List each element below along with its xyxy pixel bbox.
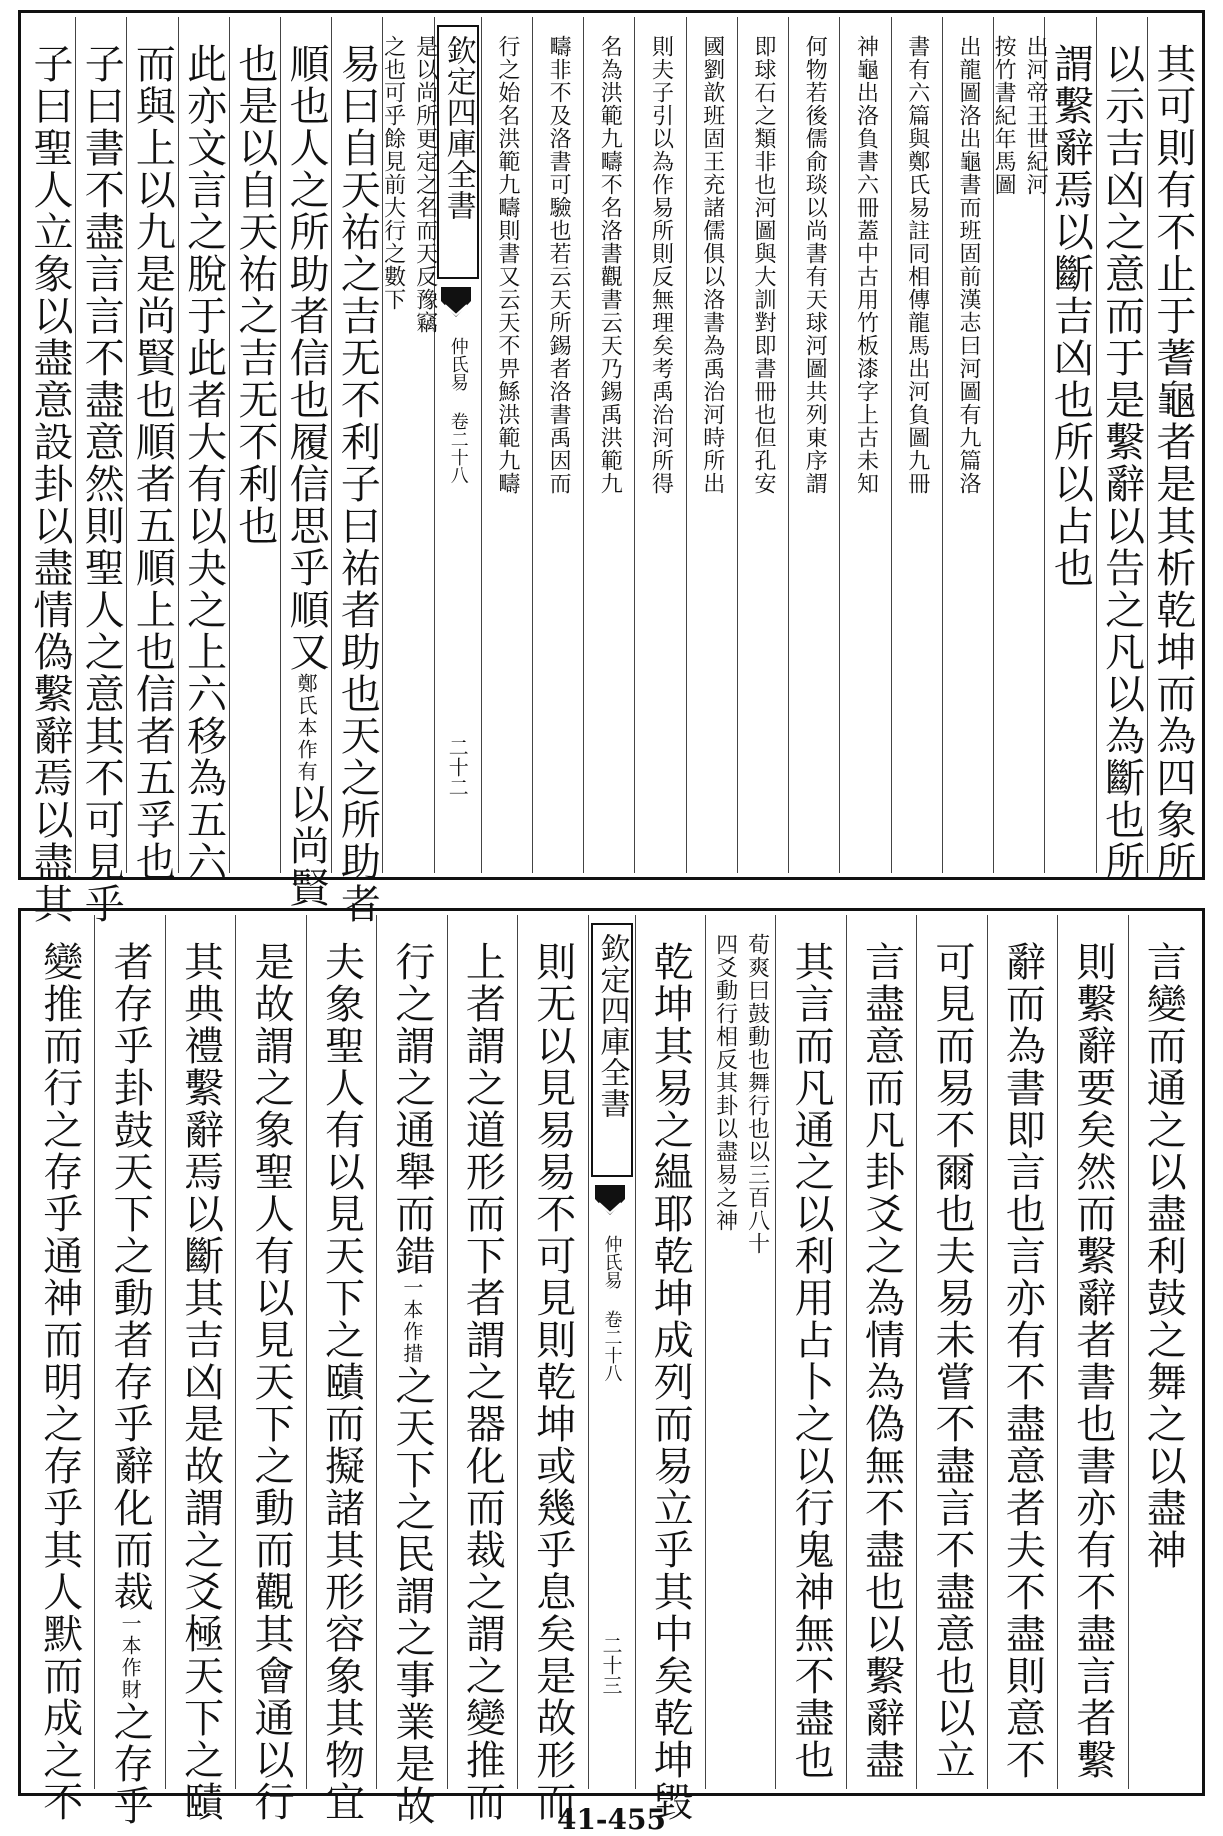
text-column (1096, 17, 1147, 883)
commentary-pair (543, 35, 573, 495)
book-title: 欽定四庫全書 (440, 35, 476, 221)
book-title-band (434, 17, 481, 873)
column-text: 乾坤其易之緼耶乾坤成列而易立乎其中矣乾坤毀 (647, 941, 694, 1823)
text-column (280, 17, 331, 909)
text-column (991, 17, 1049, 873)
column-text: 辭而為書即言也言亦有不盡意者夫不盡則意不 (999, 941, 1046, 1781)
column-text: 也是以自天祐之吉无不利也 (231, 43, 278, 547)
commentary-pair (902, 35, 932, 495)
column-text: 易曰自天祐之吉无不利子曰祐者助也天之所助者 (334, 43, 381, 925)
commentary-pair (710, 933, 772, 1255)
commentary-line: 國劉歆班固王充諸儒俱以洛書為禹治河時所出 (699, 35, 725, 495)
volume-label: 仲氏易 卷二十八 (601, 1235, 623, 1382)
text-column (229, 17, 280, 873)
commentary-pair (953, 35, 983, 495)
column-text-tail: 以尚賢 (283, 783, 330, 909)
commentary-line: 書有六篇與鄭氏易註同相傳龍馬出河負圖九冊 (904, 35, 930, 495)
column-text: 上者謂之道形而下者謂之器化而裁之謂之變推而 (459, 941, 506, 1823)
text-column (635, 915, 705, 1823)
column-text: 則无以見易易不可見則乾坤或幾乎息矣是故形而 (529, 941, 576, 1823)
commentary-line: 按竹書紀年馬圖 (991, 35, 1017, 196)
column-text: 以示吉凶之意而于是繫辭以告之凡以為斷也所 (1098, 43, 1145, 883)
title-cartouche (591, 923, 633, 1177)
column-text: 變推而行之存乎通神而明之存乎其人默而成之不 (36, 941, 83, 1823)
text-column (1128, 915, 1198, 1789)
commentary-line: 疇非不及洛書可驗也若云天所錫者洛書禹因而 (546, 35, 572, 495)
text-column (126, 17, 177, 883)
text-column (94, 915, 164, 1827)
text-column (25, 915, 94, 1823)
commentary-pair (988, 35, 1050, 196)
text-column (891, 17, 942, 873)
column-text: 其典禮繫辭焉以斷其吉凶是故謂之爻極天下之賾 (177, 941, 224, 1823)
column-text: 子曰聖人立象以盡意設卦以盡情偽繫辭焉以盡其 (26, 43, 73, 925)
text-column (235, 915, 305, 1823)
text-column (380, 17, 438, 873)
title-cartouche (437, 25, 479, 279)
book-title-band (588, 915, 635, 1789)
commentary-line: 出河帝王世紀河 (1023, 35, 1049, 196)
text-column (517, 915, 587, 1823)
text-column (942, 17, 993, 873)
text-column (987, 915, 1057, 1789)
inline-annotation: 一本作財 (118, 1613, 143, 1701)
column-text: 其言而凡通之以利用占卜之以行鬼神無不盡也 (788, 941, 835, 1781)
commentary-pair (646, 35, 676, 495)
commentary-line: 名為洪範九疇不名洛書觀書云天乃錫禹洪範九 (597, 35, 623, 495)
commentary-line: 四爻動行相反其卦以盡易之神 (712, 933, 738, 1232)
column-text: 謂繫辭焉以斷吉凶也所以占也 (1047, 43, 1094, 589)
text-column (1147, 17, 1198, 883)
text-column (737, 17, 788, 873)
column-text-tail: 之天下之民謂之事業是故 (388, 1365, 435, 1827)
column-text: 順也人之所助者信也履信思乎順又鄭氏本作有以尚賢 (283, 43, 330, 909)
commentary-pair (850, 35, 880, 495)
commentary-pair (594, 35, 624, 495)
commentary-line: 行之始名洪範九疇則書又云天不畀鯀洪範九疇 (494, 35, 520, 495)
commentary-pair (697, 35, 727, 495)
column-text-tail: 之存乎 (107, 1701, 154, 1827)
text-column (75, 17, 126, 925)
commentary-line: 何物若後儒俞琰以尚書有天球河圖共列東序謂 (802, 35, 828, 495)
commentary-line: 即球石之類非也河圖與大訓對即書冊也但孔安 (751, 35, 776, 495)
commentary-line: 則夫子引以為作易所則反無理矣考禹治河所得 (648, 35, 674, 495)
text-column (331, 17, 382, 925)
column-text: 是故謂之象聖人有以見天下之動而觀其會通以行 (248, 941, 295, 1823)
inline-annotation: 鄭氏本作有 (294, 673, 319, 783)
book-title: 欽定四庫全書 (594, 933, 630, 1119)
commentary-pair (378, 35, 440, 334)
text-column (178, 17, 229, 883)
commentary-pair (748, 35, 778, 495)
fishtail-mark-icon (441, 287, 471, 327)
page-number-footer: 41-455 (556, 1803, 667, 1836)
text-column (1057, 915, 1127, 1789)
text-column (583, 17, 634, 873)
column-text: 者存乎卦鼓天下之動者存乎辭化而裁一本作財之存乎 (107, 941, 154, 1827)
text-column (306, 915, 376, 1823)
fishtail-mark-icon (595, 1185, 625, 1225)
text-column (532, 17, 583, 873)
text-column (376, 915, 446, 1827)
commentary-line: 是以尚所更定之名而天反豫竊 (412, 35, 438, 334)
column-text: 言變而通之以盡利鼓之舞之以盡神 (1140, 941, 1187, 1571)
column-text: 夫象聖人有以見天下之賾而擬諸其形容象其物宜 (318, 941, 365, 1823)
column-text: 而與上以九是尚賢也順者五順上也信者五孚也 (129, 43, 176, 883)
commentary-pair (799, 35, 829, 495)
column-text: 可見而易不爾也夫易未嘗不盡言不盡意也以立 (928, 941, 975, 1781)
text-column (447, 915, 517, 1823)
leaf-number: 二十二 (445, 737, 470, 797)
text-column (788, 17, 839, 873)
top-text-columns (25, 17, 1198, 925)
commentary-pair (492, 35, 522, 495)
text-column (481, 17, 532, 873)
commentary-line: 出龍圖洛出龜書而班固前漢志曰河圖有九篇洛 (955, 35, 981, 495)
volume-label: 仲氏易 卷二十八 (447, 337, 469, 484)
leaf-number: 二十三 (599, 1635, 623, 1695)
column-text: 子曰書不盡言言不盡意然則聖人之意其不可見乎 (78, 43, 125, 925)
text-column (839, 17, 890, 873)
text-column (705, 915, 775, 1789)
column-text: 此亦文言之脫于此者大有以夬之上六移為五六 (180, 43, 227, 883)
text-column (686, 17, 737, 873)
text-column (1044, 17, 1095, 873)
text-column (846, 915, 916, 1789)
text-column (25, 17, 75, 925)
commentary-line: 之也可乎餘見前大行之數下 (380, 35, 406, 311)
text-column (916, 915, 986, 1789)
text-column (634, 17, 685, 873)
inline-annotation: 一本作措 (399, 1277, 424, 1365)
text-column (775, 915, 845, 1789)
column-text: 則繫辭要矣然而繫辭者書也書亦有不盡言者繫 (1069, 941, 1116, 1781)
commentary-line: 荀爽曰鼓動也舞行也以三百八十 (744, 933, 770, 1255)
text-column (165, 915, 235, 1823)
commentary-line: 神龜出洛負書六冊蓋中古用竹板漆字上古未知 (853, 35, 879, 495)
column-text: 行之謂之通舉而錯一本作措之天下之民謂之事業是故 (388, 941, 435, 1827)
top-page-panel (18, 10, 1205, 925)
column-text: 其可則有不止于蓍龜者是其析乾坤而為四象所 (1149, 43, 1196, 883)
column-text: 言盡意而凡卦爻之為情為偽無不盡也以繫辭盡 (858, 941, 905, 1781)
